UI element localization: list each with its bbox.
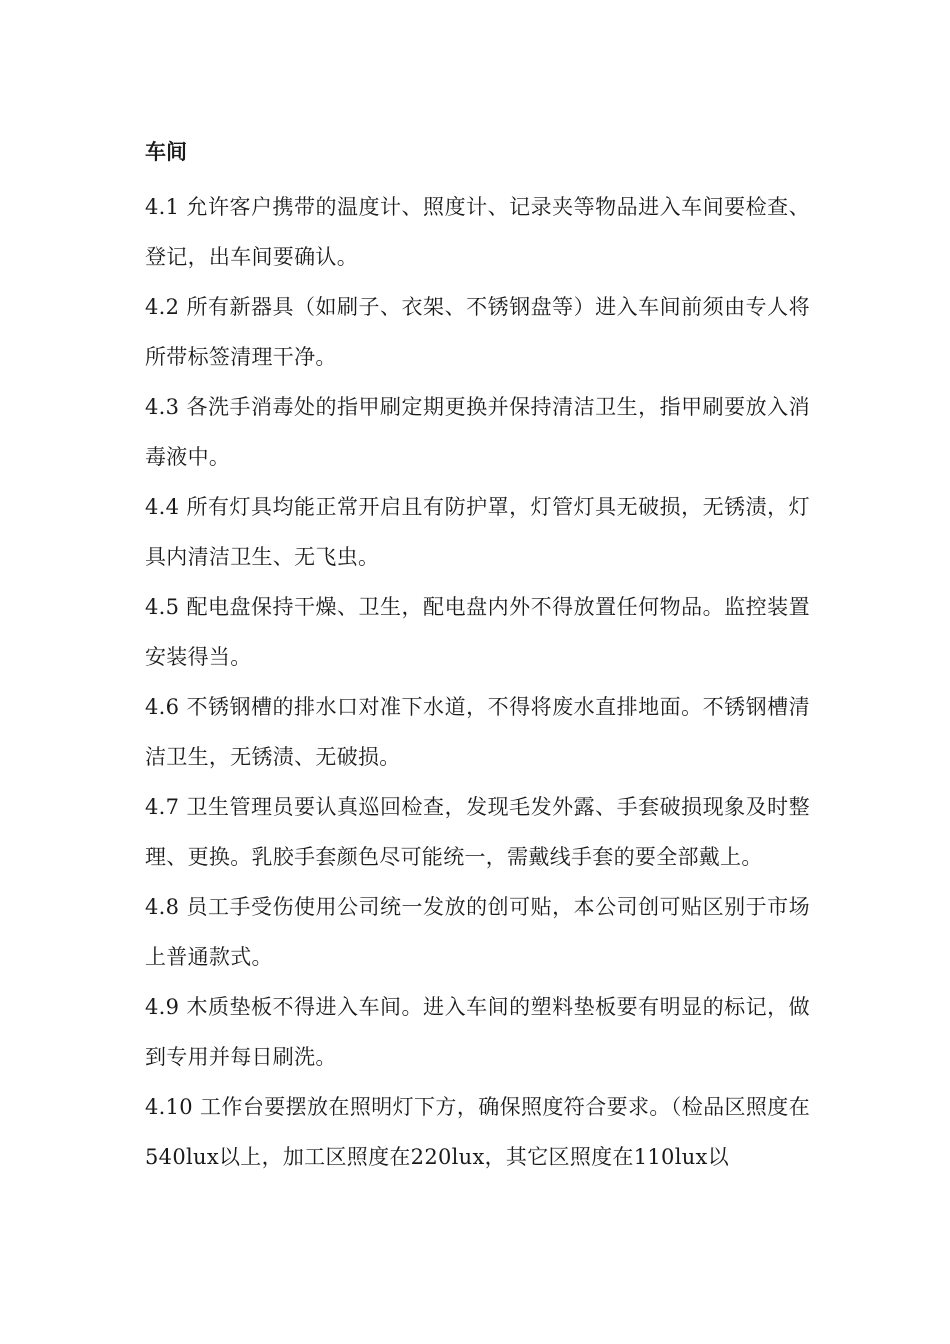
paragraph-4-2: 4.2 所有新器具（如刷子、衣架、不锈钢盘等）进入车间前须由专人将所带标签清理干净。 <box>145 295 810 369</box>
paragraph-4-4: 4.4 所有灯具均能正常开启且有防护罩，灯管灯具无破损，无锈渍，灯具内清洁卫生、无飞虫。 <box>145 495 810 569</box>
paragraph-4-6: 4.6 不锈钢槽的排水口对准下水道，不得将废水直排地面。不锈钢槽清洁卫生，无锈渍、无破损。 <box>145 695 810 769</box>
paragraph-4-3: 4.3 各洗手消毒处的指甲刷定期更换并保持清洁卫生，指甲刷要放入消毒液中。 <box>145 395 810 469</box>
section-heading: 车间 <box>145 140 187 164</box>
paragraph-4-8: 4.8 员工手受伤使用公司统一发放的创可贴，本公司创可贴区别于市场上普通款式。 <box>145 895 810 969</box>
paragraph-4-10: 4.10 工作台要摆放在照明灯下方，确保照度符合要求。（检品区照度在540lux以上，加工区照度在220lux，其它区照度在110lux以 <box>145 1095 810 1169</box>
paragraph-4-7: 4.7 卫生管理员要认真巡回检查，发现毛发外露、手套破损现象及时整理、更换。乳胶手套颜色尽可能统一，需戴线手套的要全部戴上。 <box>145 795 810 869</box>
document-body <box>145 182 810 1182</box>
paragraph-4-9: 4.9 木质垫板不得进入车间。进入车间的塑料垫板要有明显的标记，做到专用并每日刷洗。 <box>145 995 810 1069</box>
paragraph-4-5: 4.5 配电盘保持干燥、卫生，配电盘内外不得放置任何物品。监控装置安装得当。 <box>145 595 810 669</box>
paragraph-4-1: 4.1 允许客户携带的温度计、照度计、记录夹等物品进入车间要检查、登记，出车间要确认。 <box>145 195 810 269</box>
